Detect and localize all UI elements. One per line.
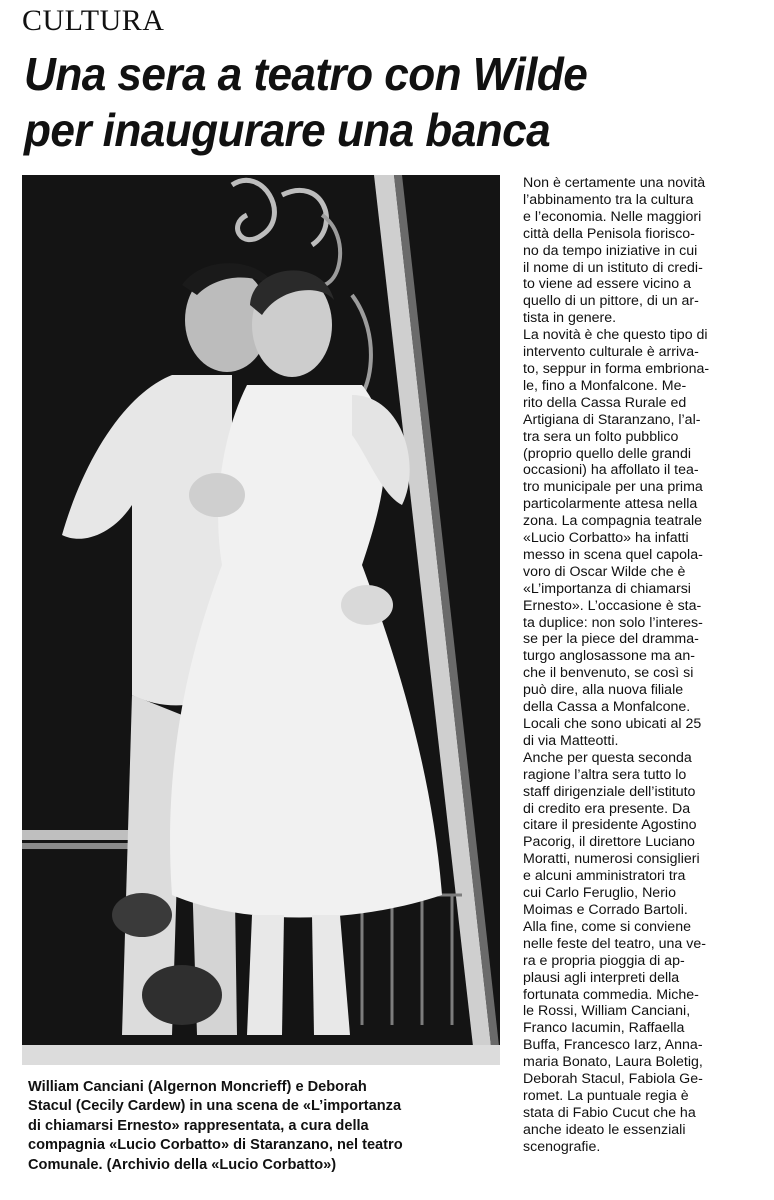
article-line: Ernesto». L’occasione è sta-: [523, 597, 702, 614]
article-line: Deborah Stacul, Fabiola Ge-: [523, 1071, 703, 1088]
article-line: Anche per questa seconda: [523, 749, 692, 766]
article-line: può dire, alla nuova filiale: [523, 682, 684, 699]
article-line: di via Matteotti.: [523, 732, 619, 749]
article-line: romet. La puntuale regia è: [523, 1087, 689, 1104]
article-line: Franco Iacumin, Raffaella: [523, 1020, 685, 1037]
article-line: plausi agli interpreti della: [523, 969, 680, 986]
article-line: Locali che sono ubicati al 25: [523, 716, 702, 732]
article-line: Moratti, numerosi consiglieri: [523, 851, 700, 868]
article-line: Buffa, Francesco Iarz, Anna-: [523, 1037, 703, 1054]
caption-line: Stacul (Cecily Cardew) in una scena de «L’importanza: [28, 1098, 402, 1115]
article-line: ta duplice: non solo l’interes-: [523, 614, 703, 631]
article-line: città della Penisola fiorisco-: [523, 225, 695, 242]
photo-caption: [28, 1078, 498, 1175]
article-line: citare il presidente Agostino: [523, 817, 697, 834]
article-line: ragione l’altra sera tutto lo: [523, 766, 687, 783]
article-line: rito della Cassa Rurale ed: [523, 394, 687, 411]
article-line: e l’economia. Nelle maggiori: [523, 208, 702, 225]
section-label: CULTURA: [22, 4, 165, 37]
caption-line: di chiamarsi Ernesto» rappresentata, a cura della: [28, 1117, 369, 1134]
stage-photo: [22, 175, 500, 1065]
stage-photo-illustration: [22, 175, 500, 1065]
article-line: (proprio quello delle grandi: [523, 445, 691, 462]
article-line: Non è certamente una novità: [523, 175, 706, 191]
article-line: messo in scena quel capola-: [523, 546, 703, 563]
article-line: La novità è che questo tipo di: [523, 327, 708, 344]
headline-line: Una sera a teatro con Wilde: [24, 48, 588, 100]
article-line: «L’importanza di chiamarsi: [523, 580, 691, 597]
article-line: ra e propria pioggia di ap-: [523, 952, 685, 969]
caption-line: compagnia «Lucio Corbatto» di Staranzano, nel teatro: [28, 1137, 403, 1154]
caption-line: Comunale. (Archivio della «Lucio Corbatto»): [28, 1156, 337, 1173]
article-line: occasioni) ha affollato il tea-: [523, 462, 699, 479]
article-body: [523, 175, 773, 1156]
article-line: tista in genere.: [523, 310, 617, 327]
article-line: fortunata commedia. Miche-: [523, 986, 699, 1003]
article-line: voro di Oscar Wilde che è: [523, 563, 686, 580]
article-line: Artigiana di Staranzano, l’al-: [523, 411, 701, 428]
article-line: no da tempo iniziative in cui: [523, 242, 698, 259]
article-line: anche ideato le essenziali: [523, 1121, 686, 1138]
article-line: Alla fine, come si conviene: [523, 918, 691, 935]
article-line: tro municipale per una prima: [523, 479, 703, 496]
caption-line: William Canciani (Algernon Moncrieff) e Deborah: [28, 1079, 367, 1095]
article-line: della Cassa a Monfalcone.: [523, 699, 691, 716]
article-line: particolarmente attesa nella: [523, 496, 698, 513]
article-line: staff dirigenziale dell’istituto: [523, 783, 696, 800]
article-line: l’abbinamento tra la cultura: [523, 191, 694, 208]
article-line: Pacorig, il direttore Luciano: [523, 834, 695, 851]
article-line: scenografie.: [523, 1138, 601, 1155]
headline-line: per inaugurare una banca: [24, 104, 551, 156]
article-line: Moimas e Corrado Bartoli.: [523, 901, 688, 918]
article-line: di credito era presente. Da: [523, 800, 691, 817]
article-line: se per la piece del dramma-: [523, 631, 699, 648]
article-line: le Rossi, William Canciani,: [523, 1003, 691, 1020]
article-line: il nome di un istituto di credi-: [523, 259, 703, 276]
article-line: e alcuni amministratori tra: [523, 868, 686, 885]
article-line: «Lucio Corbatto» ha infatti: [523, 530, 689, 547]
article-line: intervento culturale è arriva-: [523, 344, 699, 361]
article-line: maria Bonato, Laura Boletig,: [523, 1054, 703, 1071]
article-line: zona. La compagnia teatrale: [523, 513, 703, 530]
article-line: le, fino a Monfalcone. Me-: [523, 377, 687, 394]
article-line: tra sera un folto pubblico: [523, 428, 679, 445]
article-line: stata di Fabio Cucut che ha: [523, 1104, 696, 1121]
article-line: turgo anglosassone ma an-: [523, 648, 695, 665]
headline: [24, 46, 734, 158]
article-line: nelle feste del teatro, una ve-: [523, 935, 706, 952]
article-line: cui Carlo Feruglio, Nerio: [523, 885, 676, 902]
article-line: quello di un pittore, di un ar-: [523, 293, 699, 310]
article-line: che il benvenuto, se così si: [523, 665, 694, 682]
article-line: to, seppur in forma embriona-: [523, 360, 710, 377]
article-line: to viene ad essere vicino a: [523, 276, 691, 293]
